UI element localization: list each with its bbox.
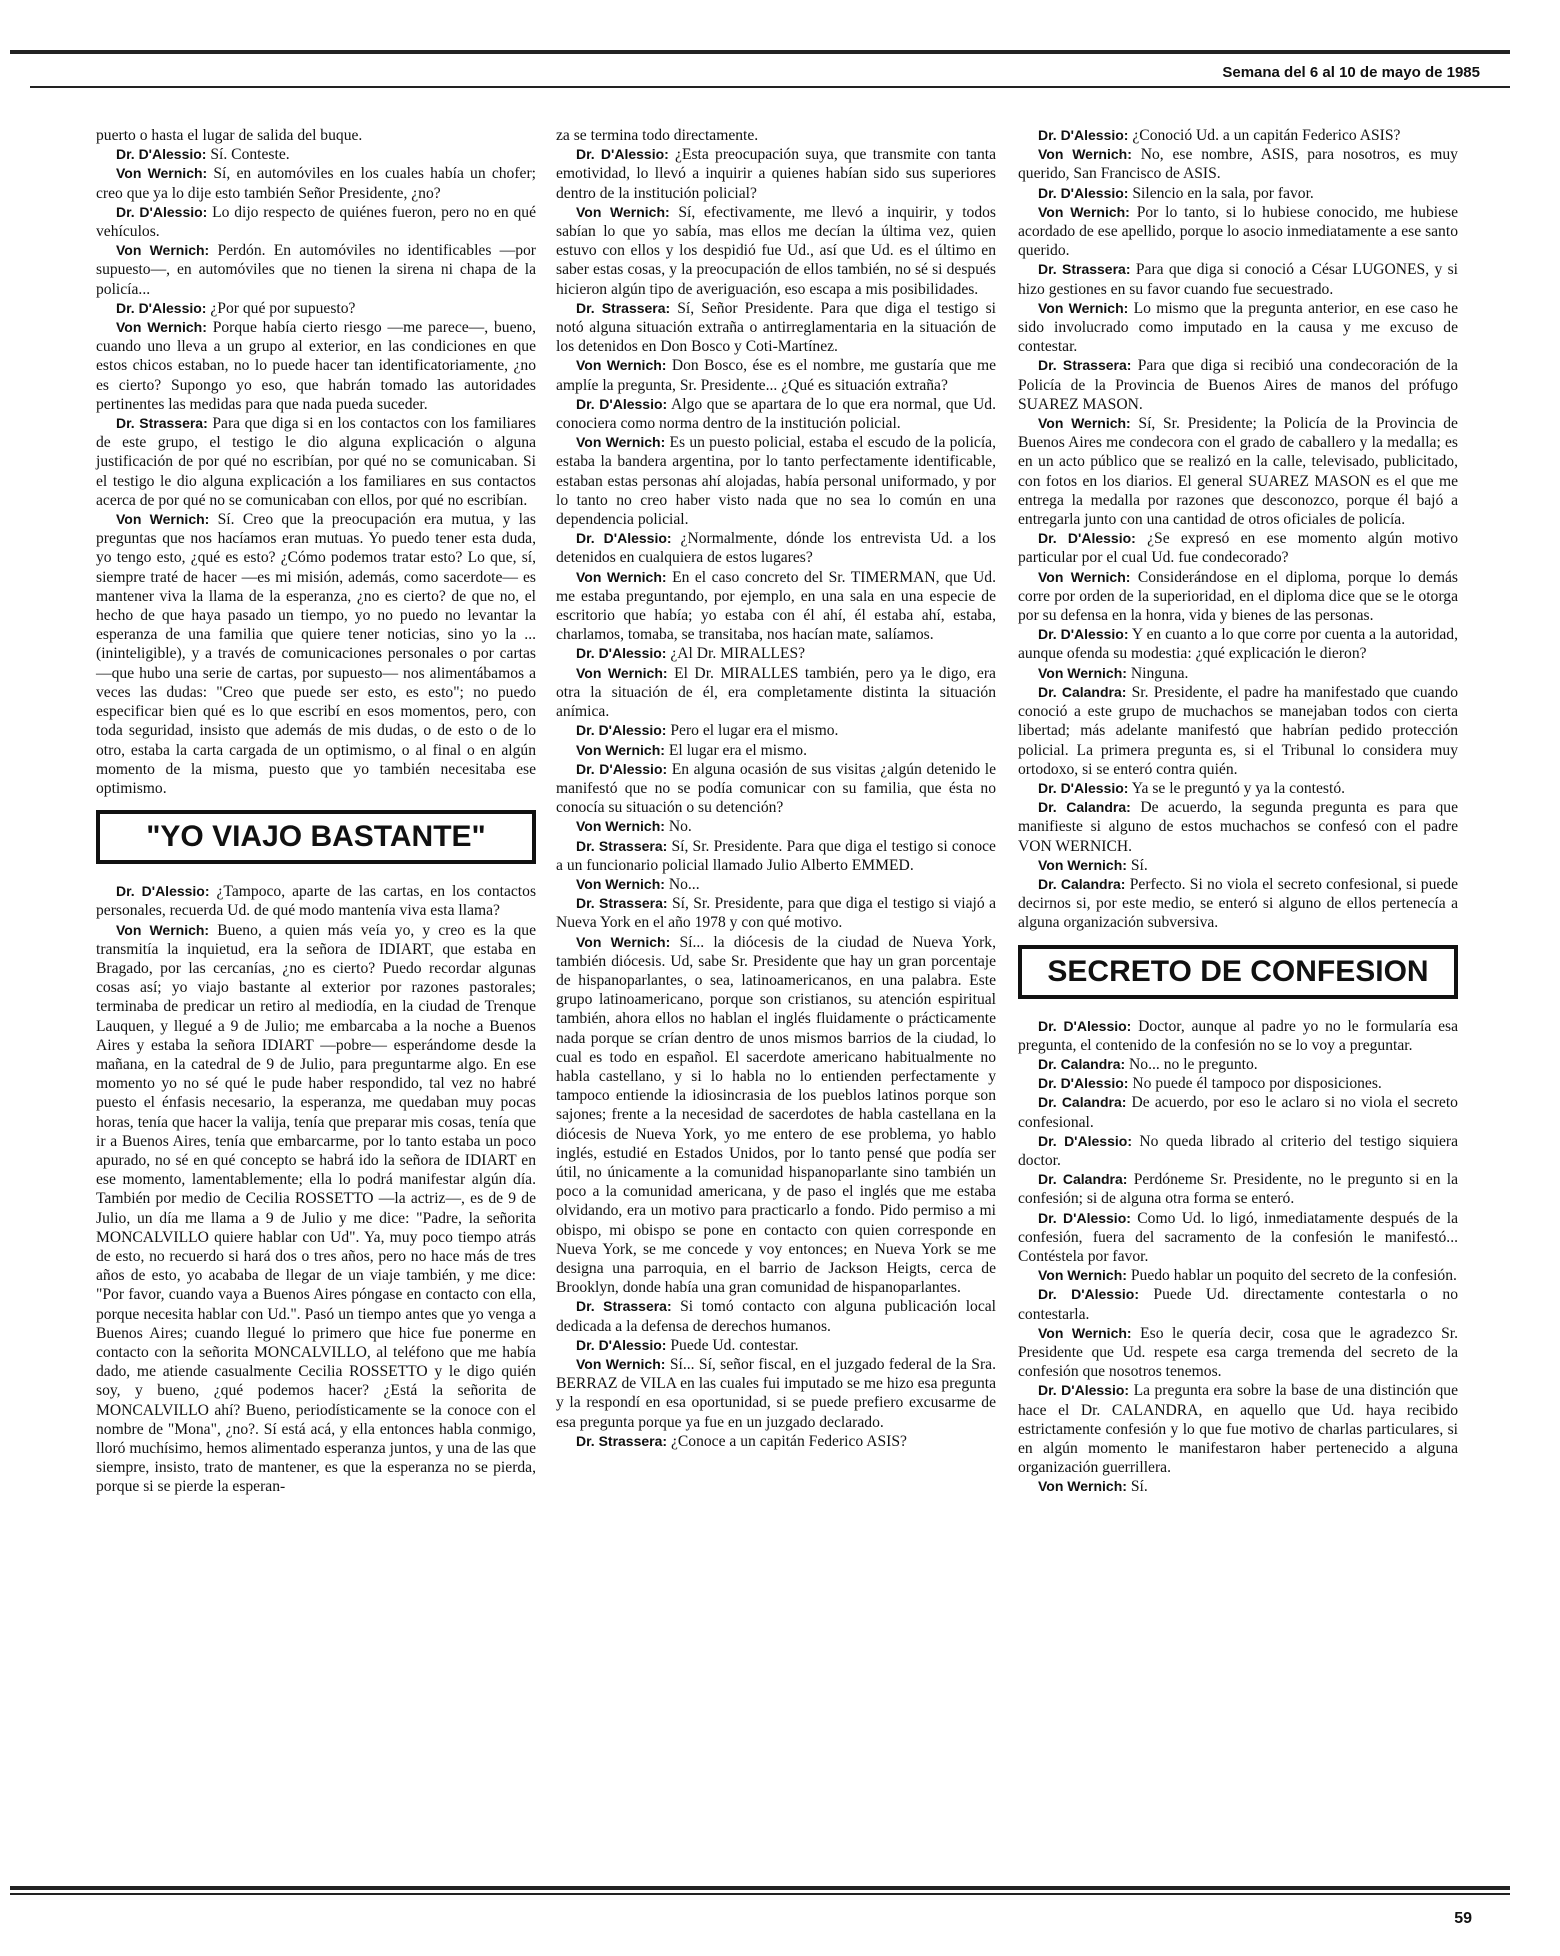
testimony-text: za se termina todo directamente. [556, 127, 759, 144]
speaker-label: Dr. D'Alessio: [116, 203, 208, 220]
testimony-paragraph [1018, 414, 1458, 529]
testimony-text: De acuerdo, la segunda pregunta es para que manifieste si alguno de estos muchachos se confesó con el padre VON WERNICH. [1018, 799, 1459, 855]
testimony-text: Puedo hablar un poquito del secreto de la confesión. [1130, 1267, 1457, 1285]
speaker-label: Von Wernich: [1038, 1324, 1132, 1341]
speaker-label: Dr. D'Alessio: [1038, 530, 1136, 547]
speaker-label: Dr. D'Alessio: [1038, 779, 1129, 796]
testimony-paragraph [1018, 664, 1458, 683]
testimony-text: Algo que se apartara de lo que era normal, que Ud. conociera como norma dentro de la institución policial. [556, 395, 996, 433]
testimony-text: Y en cuanto a lo que corre por cuenta a la autoridad, aunque ofenda su modestia: ¿qué explicación le dieron? [1018, 626, 1458, 663]
speaker-label: Von Wernich: [576, 1356, 666, 1372]
section-headline: SECRETO DE CONFESION [1018, 945, 1458, 999]
speaker-label: Dr. D'Alessio: [116, 883, 210, 900]
speaker-label: Von Wernich: [576, 875, 665, 892]
testimony-paragraph [556, 203, 996, 299]
speaker-label: Dr. Strassera: [116, 415, 208, 432]
testimony-paragraph [1018, 779, 1458, 798]
testimony-text: Para que diga si conoció a César LUGONES, y si hizo gestiones en su favor cuando fue secuestrado. [1018, 261, 1458, 298]
testimony-text: En el caso concreto del Sr. TIMERMAN, que Ud. me estaba preguntando, por ejemplo, en una sala en una especie de escritorio que había; yo estaba con él ahí, él estaba ahí, estaba, charlamos, tomaba, se transitaba, nos hacían mate, salíamos. [556, 568, 997, 644]
testimony-text: Pero el lugar era el mismo. [670, 722, 839, 740]
testimony-paragraph [556, 721, 996, 740]
speaker-label: Von Wernich: [116, 921, 210, 938]
testimony-text: Sí. [1130, 1478, 1148, 1496]
speaker-label: Dr. D'Alessio: [576, 722, 667, 739]
testimony-text: Don Bosco, ése es el nombre, me gustaría que me amplíe la pregunta, Sr. Presidente... ¿Qué es situación extraña? [556, 357, 996, 394]
testimony-paragraph [1018, 1266, 1458, 1285]
testimony-paragraph [1018, 625, 1458, 663]
speaker-label: Dr. D'Alessio: [576, 530, 672, 547]
testimony-paragraph [1018, 798, 1458, 856]
testimony-paragraph [556, 875, 996, 894]
testimony-paragraph [556, 356, 996, 394]
speaker-label: Dr. Calandra: [1038, 799, 1131, 816]
testimony-text: ¿Al Dr. MIRALLES? [670, 645, 806, 663]
testimony-text: Considerándose en el diploma, porque lo demás corre por orden de la superioridad, en el diploma dice que se le otorga por su defensa en la honra, vida y bienes de las personas. [1018, 568, 1458, 625]
testimony-text: Puede Ud. contestar. [670, 1336, 799, 1354]
testimony-paragraph [1018, 126, 1458, 145]
speaker-label: Dr. D'Alessio: [1038, 1286, 1139, 1303]
testimony-text: Sí, en automóviles en los cuales había un chofer; creo que ya lo dije esto también Señor Presidente, ¿no? [96, 165, 536, 202]
speaker-label: Dr. D'Alessio: [1038, 1132, 1132, 1149]
testimony-paragraph [96, 921, 536, 1497]
speaker-label: Dr. Calandra: [1038, 1094, 1127, 1111]
testimony-paragraph [556, 1355, 996, 1432]
issue-date-header: Semana del 6 al 10 de mayo de 1985 [1222, 64, 1480, 81]
speaker-label: Dr. D'Alessio: [576, 146, 669, 163]
speaker-label: Dr. Calandra: [1038, 875, 1126, 892]
testimony-text: puerto o hasta el lugar de salida del buque. [96, 127, 363, 144]
testimony-paragraph [96, 203, 536, 241]
text-column-3 [1018, 126, 1458, 1497]
speaker-label: Von Wernich: [1038, 299, 1129, 316]
speaker-label: Dr. Strassera: [576, 1432, 668, 1449]
testimony-text: Para que diga si recibió una condecoración de la Policía de la Provincia de Buenos Aires de manos del prófugo SUAREZ MASON. [1018, 357, 1458, 413]
testimony-paragraph [556, 664, 996, 722]
testimony-text: Lo mismo que la pregunta anterior, en ese caso he sido involucrado como imputado en la causa y me excuso de contestar. [1018, 299, 1458, 356]
testimony-text: No... no le pregunto. [1129, 1055, 1258, 1073]
speaker-label: Dr. D'Alessio: [1038, 1075, 1129, 1092]
speaker-label: Dr. D'Alessio: [1038, 184, 1129, 201]
testimony-paragraph [96, 882, 536, 920]
testimony-paragraph [556, 760, 996, 818]
testimony-text: Sí, Sr. Presidente. Para que diga el testigo si conoce a un funcionario policial llamado Julio Alberto EMMED. [556, 837, 996, 874]
testimony-text: Perdóneme Sr. Presidente, no le pregunto si en la confesión; si de alguna otra forma se enteró. [1018, 1171, 1458, 1208]
testimony-text: El lugar era el mismo. [668, 741, 807, 759]
speaker-label: Von Wernich: [576, 203, 670, 220]
testimony-text: Sí. [1130, 856, 1148, 874]
testimony-text: No, ese nombre, ASIS, para nosotros, es muy querido, San Francisco de ASIS. [1018, 146, 1458, 183]
testimony-text: Perfecto. Si no viola el secreto confesional, si puede decirnos si, por este medio, se enteró si alguno de ellos pertenecía a alguna organización subversiva. [1018, 875, 1459, 932]
testimony-text: Sí. Creo que la preocupación era mutua, y las preguntas que nos hacíamos eran mutuas. Yo puedo tener esta duda, yo tengo esto, ¿qué es esto? ¿Cómo podemos tratar esto? Lo que, sí, siempre traté de hacer —es mi misión, además, como sacerdote— es mantener viva la llama de la esperanza, ¿no es cierto? de que no, el hecho de que haya pasado un tiempo, yo no puedo no levantar la esperanza de una familia que quiere tener noticias, sino yo la ...(ininteligible), y a través de comunicaciones personales o por cartas —que hubo una serie de cartas, por supuesto— nos alimentábamos a veces las dudas: "Creo que puede ser esto, es esto"; no puedo especificar bien qué es lo que escribí en esos momentos, pero, con toda seguridad, insisto que además de mis dudas, o de esto o de lo otro, estaba la carta cargada de un optimismo, o al final o en algún momento de la misma, puesto que yo también necesitaba ese optimismo. [96, 511, 536, 797]
testimony-text: No queda librado al criterio del testigo siquiera doctor. [1018, 1132, 1458, 1169]
testimony-text: Porque había cierto riesgo —me parece—, bueno, cuando uno lleva a un grupo al exterior, en las condiciones en que estos chicos estaban, no lo puede hacer tan identificatoriamente, ¿no es cierto? Supongo yo eso, que habrán tomado las autoridades pertinentes las medidas para que nada pueda suceder. [96, 319, 536, 413]
testimony-paragraph [556, 817, 996, 836]
testimony-text: En alguna ocasión de sus visitas ¿algún detenido le manifestó que no se podía comunicar con su familia, que ésta no conocía su situación o su detención? [556, 760, 996, 817]
testimony-text: Puede Ud. directamente contestarla o no contestarla. [1018, 1286, 1458, 1323]
speaker-label: Dr. Strassera: [576, 837, 668, 854]
testimony-paragraph [556, 529, 996, 567]
speaker-label: Dr. D'Alessio: [1038, 626, 1129, 643]
speaker-label: Dr. Calandra: [1038, 683, 1127, 700]
testimony-paragraph [1018, 1132, 1458, 1170]
testimony-text: Como Ud. lo ligó, inmediatamente después de la confesión, fuera del sacramento de la confesión le manifestó... Contéstela por favor. [1018, 1209, 1458, 1265]
testimony-paragraph [1018, 1093, 1458, 1131]
speaker-label: Von Wernich: [1038, 203, 1130, 220]
bottom-rule [10, 1886, 1510, 1890]
testimony-text: ¿Se expresó en ese momento algún motivo particular por el cual Ud. fue condecorado? [1018, 530, 1458, 567]
testimony-paragraph [1018, 1285, 1458, 1323]
testimony-text: No... [668, 875, 700, 893]
testimony-paragraph [1018, 1017, 1458, 1055]
testimony-text: Sí... la diócesis de la ciudad de Nueva York, también diócesis. Ud, sabe Sr. Presidente que hay un gran porcentaje de hispanoparlantes, o sea, latinoamericanos, en una palabra. Este grupo latinoamericano, porque son cristianos, su atención espiritual también, ahora ellos no hablan el inglés fluidamente o prácticamente nada porque se crían dentro de unos mismos barrios de la ciudad, lo cual es todo en español. El sacerdote americano habitualmente no habla castellano, y si lo habla no lo entienden perfectamente y tampoco entiende la idiosincrasia de los pueblos latinos porque son sajones; frente a la necesidad de sacerdotes de habla castellana en la diócesis de Nueva York, yo me entero de ese problema, yo hablo inglés, estudié en Estados Unidos, por lo tanto pensé que podía ser útil, no únicamente a la comunidad hispanoparlante sino también un poco a la comunidad americana, y de paso el inglés que me estaba olvidando, era un motivo para practicarlo a fondo. Pido permiso a mi obispo, mi obispo se pone en contacto con quien corresponde en Nueva York, se me concede y voy entonces; en Nueva York se me designa una parroquia, en el barrio de Jackson Heigts, cerca de Brooklyn, donde había una gran comunidad de hispanoparlantes. [556, 933, 996, 1297]
testimony-paragraph [96, 510, 536, 798]
testimony-text: No puede él tampoco por disposiciones. [1132, 1075, 1382, 1093]
testimony-paragraph [556, 145, 996, 203]
testimony-text: Bueno, a quien más veía yo, y creo es la que transmitía la inquietud, era la señora de IDIART, que estaba en Bragado, por las cercanías, ¿no es cierto? Puedo recordar algunas cosas así; yo viajo bastante al exterior por razones pastorales; terminaba de predicar un retiro al mediodía, en la ciudad de Trenque Lauquen, y llegué a 9 de Julio; me embarcaba a la noche a Buenos Aires y estaba la señora IDIART —pobre— esperándome desde la mañana, en la catedral de 9 de Julio, para preguntarme algo. En ese momento yo no sé qué le pude haber respondido, tal vez no habré puesto el énfasis necesario, la esperanza, me quedaban muy pocas horas, tenía que hacer la valija, tenía que preparar mis cosas, tenía que ir a Buenos Aires, tenía que embarcarme, por lo tanto estaba un poco apurado, no sé en qué concepto se habrá ido la señora de IDIART en ese momento, lamentablemente; ella lo podrá manifestar algún día. También por medio de Cecilia ROSSETTO —la actriz—, es de 9 de Julio, un día me llama a 9 de Julio y me dice: "Padre, la señorita MONCALVILLO quiere hablar con Ud". Ya, muy poco tiempo atrás de esto, no recuerdo si hará dos o tres años, pero no hace más de tres años de esto, yo acababa de llegar de un viaje también, y me dice: "Por favor, cuando vaya a Buenos Aires póngase en contacto con ella, porque necesita hablar con Ud.". Pasó un tiempo antes que yo venga a Buenos Aires; cuando llegué lo primero que hice fue ponerme en contacto con la señorita MONCALVILLO, al teléfono que me había dado, me atiende casualmente Cecilia ROSSETTO y le digo quién soy, y bueno, ¿qué podemos hacer? ¿Está la señorita de MONCALVILLO ahí? Bueno, periodísticamente se la conoce con el nombre de "Mona", ¿no?. Sí está acá, y ella entonces habla conmigo, lloró muchísimo, hemos alimentado esperanza juntos, y una de las que siempre, insisto, trato de mantener, es que la esperanza no se pierda, porque si se pierde la esperan- [96, 921, 536, 1496]
testimony-text: ¿Conoció Ud. a un capitán Federico ASIS? [1132, 127, 1401, 144]
testimony-paragraph [1018, 529, 1458, 567]
testimony-paragraph [1018, 683, 1458, 779]
testimony-paragraph [556, 568, 996, 645]
text-column-2 [556, 126, 996, 1451]
testimony-paragraph [1018, 356, 1458, 414]
testimony-paragraph [1018, 184, 1458, 203]
speaker-label: Von Wernich: [576, 818, 665, 835]
testimony-paragraph [556, 433, 996, 529]
testimony-paragraph [96, 126, 536, 145]
testimony-paragraph [556, 1336, 996, 1355]
speaker-label: Dr. Strassera: [576, 299, 671, 316]
speaker-label: Dr. Calandra: [1038, 1171, 1128, 1188]
testimony-text: Para que diga si en los contactos con los familiares de este grupo, el testigo le dio alguna explicación o alguna justificación de por qué no escribían, por qué no se comunicaban. Si el testigo le dio alguna explicación a los familiares en sus contactos acerca de por qué no se comunicaban con ellos, por qué no escribían. [96, 415, 536, 509]
testimony-paragraph [556, 299, 996, 357]
testimony-paragraph [556, 126, 996, 145]
speaker-label: Von Wernich: [1038, 146, 1132, 163]
speaker-label: Dr. Strassera: [1038, 261, 1131, 278]
speaker-label: Von Wernich: [576, 933, 671, 950]
testimony-text: Sí, Sr. Presidente, para que diga el testigo si viajó a Nueva York en el año 1978 y con qué motivo. [556, 895, 996, 932]
testimony-text: ¿Esta preocupación suya, que transmite con tanta emotividad, lo llevó a inquirir a quienes habían sido sus superiores dentro de la institución policial? [556, 146, 996, 202]
testimony-text: Es un puesto policial, estaba el escudo de la policía, estaba la bandera argentina, por lo tanto perfectamente identificable, estaban estas personas ahí alojadas, había personal uniformado, y por lo tanto no creo haber visto nada que no sea lo común en una dependencia policial. [556, 434, 996, 529]
testimony-text: Si tomó contacto con alguna publicación local dedicada a la defensa de derechos humanos. [556, 1298, 996, 1335]
testimony-text: Lo dijo respecto de quiénes fueron, pero no en qué vehículos. [96, 203, 536, 241]
testimony-paragraph [556, 1432, 996, 1451]
speaker-label: Von Wernich: [116, 319, 207, 336]
testimony-text: Sí, Señor Presidente. Para que diga el testigo si notó alguna situación extraña o antirreglamentaria en la situación de los detenidos en Don Bosco y Coti-Martínez. [556, 299, 996, 356]
speaker-label: Dr. Strassera: [576, 895, 668, 912]
testimony-text: Ya se le preguntó y ya la contestó. [1131, 779, 1346, 797]
speaker-label: Von Wernich: [1038, 1478, 1127, 1495]
testimony-paragraph [556, 837, 996, 875]
testimony-paragraph [556, 741, 996, 760]
speaker-label: Dr. D'Alessio: [576, 395, 668, 412]
section-headline: "YO VIAJO BASTANTE" [96, 810, 536, 864]
testimony-text: Sr. Presidente, el padre ha manifestado que cuando conoció a este grupo de muchachos se manejaban todos con cierta libertad; más adelante manifestó que habrían pedido protección policial. La primera pregunta es, si el Tribunal lo considera muy ortodoxo, si se enteró contra quién. [1018, 683, 1458, 778]
testimony-text: Sí, efectivamente, me llevó a inquirir, y todos sabían lo que yo sabía, mas ellos me decían la última vez, quien estuvo con ellos y los despidió fue Ud., así que Ud. es el último en saber estas cosas, y la preocupación de ellos también, no sé si después hicieron algún tipo de averiguación, eso escapa a mis posibilidades. [556, 203, 996, 298]
testimony-paragraph [1018, 1324, 1458, 1382]
testimony-paragraph [96, 241, 536, 299]
speaker-label: Dr. Strassera: [576, 1298, 672, 1315]
header-rule [30, 86, 1510, 88]
testimony-text: El Dr. MIRALLES también, pero ya le digo, era otra la situación de él, era completamente distinta la situación anímica. [556, 664, 996, 721]
speaker-label: Von Wernich: [1038, 1267, 1127, 1284]
testimony-paragraph [1018, 1381, 1458, 1477]
speaker-label: Von Wernich: [576, 434, 666, 451]
testimony-text: ¿Tampoco, aparte de las cartas, en los contactos personales, recuerda Ud. de qué modo mantenía viva esta llama? [96, 883, 537, 920]
testimony-paragraph [556, 644, 996, 663]
testimony-paragraph [96, 299, 536, 318]
speaker-label: Von Wernich: [116, 242, 210, 259]
speaker-label: Dr. D'Alessio: [576, 1336, 667, 1353]
testimony-paragraph [1018, 145, 1458, 183]
testimony-paragraph [1018, 203, 1458, 261]
speaker-label: Von Wernich: [576, 568, 667, 585]
testimony-paragraph [556, 894, 996, 932]
speaker-label: Dr. Strassera: [1038, 357, 1132, 374]
testimony-text: ¿Conoce a un capitán Federico ASIS? [670, 1432, 907, 1450]
testimony-text: Eso le quería decir, cosa que le agradezco Sr. Presidente que Ud. respete esa carga tremenda del secreto de la confesión que nosotros tenemos. [1018, 1324, 1459, 1381]
speaker-label: Von Wernich: [576, 664, 668, 681]
speaker-label: Dr. D'Alessio: [116, 299, 207, 316]
testimony-text: No. [668, 818, 692, 836]
speaker-label: Von Wernich: [1038, 415, 1131, 432]
speaker-label: Dr. D'Alessio: [1038, 127, 1129, 143]
testimony-paragraph [556, 395, 996, 433]
testimony-paragraph [556, 933, 996, 1298]
speaker-label: Von Wernich: [1038, 856, 1127, 873]
speaker-label: Von Wernich: [1038, 664, 1127, 681]
testimony-paragraph [96, 164, 536, 202]
speaker-label: Von Wernich: [116, 511, 210, 528]
testimony-text: La pregunta era sobre la base de una distinción que hace el Dr. CALANDRA, en aquello que Ud. haya recibido estrictamente confesión y lo que fue motivo de charlas particulares, si en algún momento le manifestaron haber pertenecido a alguna organización guerrillera. [1018, 1382, 1458, 1477]
testimony-text: Silencio en la sala, por favor. [1132, 184, 1314, 202]
testimony-paragraph [1018, 1477, 1458, 1496]
testimony-paragraph [1018, 568, 1458, 626]
testimony-paragraph [1018, 1055, 1458, 1074]
speaker-label: Dr. Calandra: [1038, 1055, 1126, 1072]
testimony-paragraph [1018, 260, 1458, 298]
speaker-label: Dr. D'Alessio: [1038, 1209, 1131, 1226]
bottom-rule-thin [10, 1893, 1510, 1895]
text-column-1 [96, 126, 536, 1497]
speaker-label: Dr. D'Alessio: [116, 146, 207, 163]
testimony-paragraph [96, 145, 536, 164]
testimony-paragraph [556, 1297, 996, 1335]
testimony-paragraph [96, 414, 536, 510]
testimony-paragraph [96, 318, 536, 414]
speaker-label: Dr. D'Alessio: [576, 645, 667, 662]
testimony-text: De acuerdo, por eso le aclaro si no viola el secreto confesional. [1018, 1094, 1458, 1131]
speaker-label: Von Wernich: [576, 357, 667, 374]
speaker-label: Von Wernich: [1038, 568, 1131, 585]
page-number: 59 [1454, 1910, 1472, 1927]
testimony-text: Sí, Sr. Presidente; la Policía de la Provincia de Buenos Aires me condecora con el grado de caballero y la medalla; es en un acto público que se realizó en la calle, televisado, publicitado, con fotos en los diarios. El general SUAREZ MASON es el que me entrega la medalla por razones que desconozco, porque él bajó a entregarla junto con una cantidad de otros oficiales de policía. [1018, 415, 1458, 529]
testimony-paragraph [1018, 1170, 1458, 1208]
testimony-text: Doctor, aunque al padre yo no le formularía esa pregunta, el contenido de la confesión no se lo voy a preguntar. [1018, 1017, 1459, 1054]
testimony-text: Sí. Conteste. [210, 146, 290, 164]
testimony-paragraph [1018, 1074, 1458, 1093]
top-rule [10, 50, 1510, 54]
speaker-label: Dr. D'Alessio: [1038, 1017, 1132, 1034]
testimony-paragraph [1018, 875, 1458, 933]
speaker-label: Dr. D'Alessio: [576, 760, 668, 777]
testimony-paragraph [1018, 856, 1458, 875]
speaker-label: Dr. D'Alessio: [1038, 1382, 1130, 1399]
testimony-text: Por lo tanto, si lo hubiese conocido, me hubiese acordado de ese apellido, porque lo asocio inmediatamente a ese santo querido. [1018, 203, 1459, 260]
speaker-label: Von Wernich: [576, 741, 665, 758]
testimony-text: Sí... Sí, señor fiscal, en el juzgado federal de la Sra. BERRAZ de VILA en las cuales fui imputado se me hizo esa pregunta y la respondí en esa oportunidad, si se puede prefiero excusarme de esa pregunta porque ya fue en un juzgado declarado. [556, 1356, 996, 1431]
testimony-text: Ninguna. [1130, 664, 1189, 682]
testimony-paragraph [1018, 299, 1458, 357]
speaker-label: Von Wernich: [116, 165, 208, 182]
testimony-text: ¿Normalmente, dónde los entrevista Ud. a los detenidos en cualquiera de estos lugares? [556, 530, 996, 567]
testimony-text: Perdón. En automóviles no identificables —por supuesto—, en automóviles que no tienen la sirena ni chapa de la policía... [96, 242, 536, 298]
testimony-paragraph [1018, 1209, 1458, 1267]
testimony-text: ¿Por qué por supuesto? [210, 299, 356, 317]
